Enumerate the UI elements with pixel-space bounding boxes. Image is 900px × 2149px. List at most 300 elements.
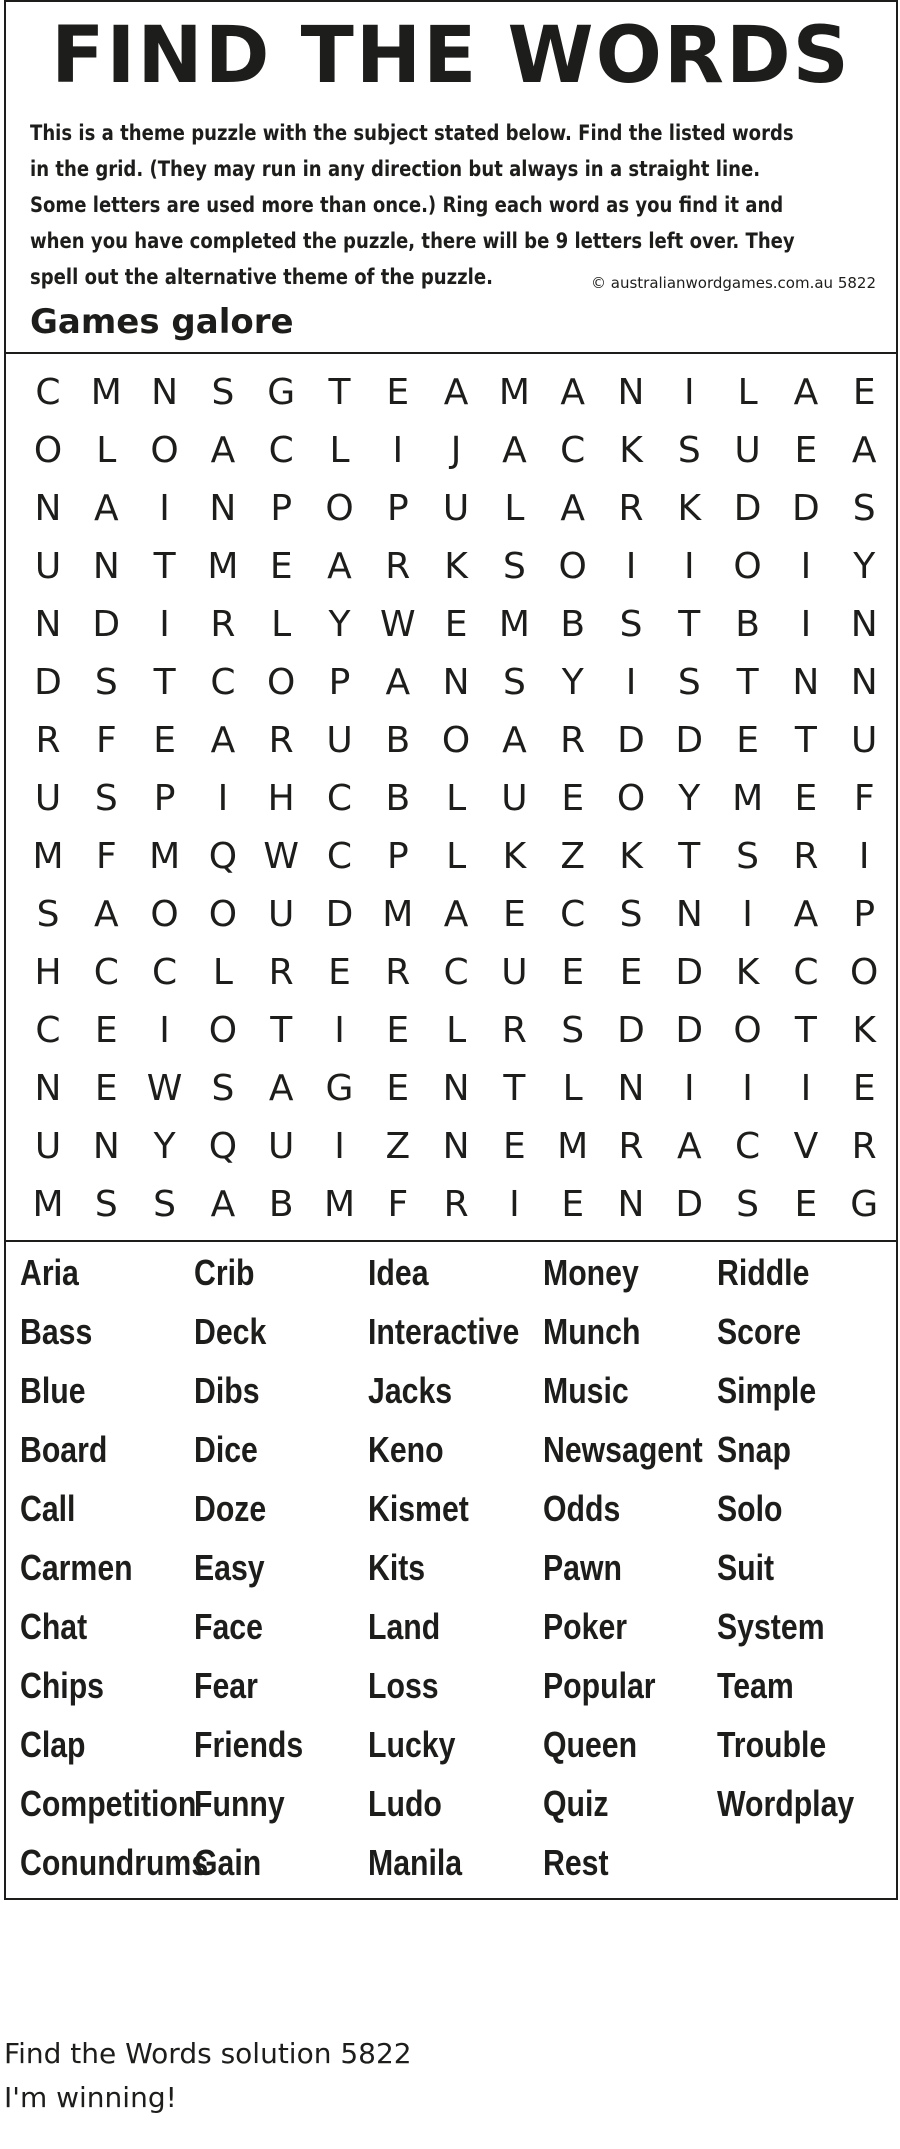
grid-letter[interactable]: M (382, 894, 414, 935)
grid-letter[interactable]: E (503, 894, 526, 935)
grid-letter[interactable]: O (208, 894, 238, 935)
grid-letter[interactable]: I (742, 1068, 753, 1109)
solution-answer: I'm winning! (4, 2081, 177, 2114)
grid-letter[interactable]: M (498, 604, 530, 645)
grid-letter[interactable]: B (268, 1184, 294, 1225)
grid-letter[interactable]: C (35, 372, 61, 413)
grid-letter[interactable]: E (503, 1126, 526, 1167)
grid-letter[interactable]: N (792, 662, 820, 703)
grid-letter[interactable]: U (268, 1126, 295, 1167)
grid-letter[interactable]: M (557, 1126, 589, 1167)
grid-letter[interactable]: A (793, 894, 819, 935)
grid-letter[interactable]: Y (678, 778, 701, 819)
word-list-item: Friends (194, 1724, 304, 1765)
grid-letter[interactable]: E (386, 372, 410, 413)
word-list-item: Snap (717, 1429, 791, 1470)
grid-row (28, 1002, 880, 1060)
grid-letter[interactable]: U (851, 720, 878, 761)
grid-letter[interactable]: O (33, 430, 63, 471)
grid-letter[interactable]: K (502, 836, 527, 877)
grid-letter[interactable]: G (267, 372, 296, 413)
grid-letter[interactable]: S (677, 662, 701, 703)
word-list-item: Ludo (368, 1783, 442, 1824)
word-list-item: Munch (543, 1311, 641, 1352)
grid-letter[interactable]: I (683, 546, 695, 587)
word-list-item: Call (20, 1488, 76, 1529)
grid-letter[interactable]: C (793, 952, 819, 993)
grid-letter[interactable]: N (442, 662, 470, 703)
grid-letter[interactable]: S (561, 1010, 585, 1051)
word-list-item: Wordplay (717, 1783, 855, 1824)
grid-letter[interactable]: D (617, 1010, 645, 1051)
grid-letter[interactable]: L (562, 1068, 583, 1109)
grid-letter[interactable]: M (149, 836, 181, 877)
word-list-item: Quiz (543, 1783, 609, 1824)
grid-letter[interactable]: L (446, 836, 467, 877)
solution-label: Find the Words solution 5822 (4, 2037, 412, 2070)
grid-letter[interactable]: E (153, 720, 176, 761)
grid-letter[interactable]: B (385, 778, 411, 819)
grid-letter[interactable]: Z (560, 836, 586, 877)
grid-letter[interactable]: N (34, 1068, 62, 1109)
grid-letter[interactable]: L (212, 952, 233, 993)
grid-letter[interactable]: I (509, 1184, 520, 1225)
grid-letter[interactable]: G (850, 1184, 879, 1225)
grid-letter[interactable]: C (152, 952, 178, 993)
grid-letter[interactable]: T (153, 662, 176, 703)
grid-letter[interactable]: G (325, 1068, 354, 1109)
grid-row (28, 1060, 880, 1118)
grid-letter[interactable]: D (34, 662, 62, 703)
grid-letter[interactable]: A (268, 1068, 294, 1109)
grid-letter[interactable]: I (800, 1068, 812, 1109)
grid-letter[interactable]: P (153, 778, 176, 819)
grid-letter[interactable]: E (94, 1068, 118, 1109)
word-list-item: Kismet (368, 1488, 469, 1529)
puzzle-header (6, 2, 896, 354)
grid-row (28, 364, 880, 422)
grid-letter[interactable]: L (329, 430, 350, 471)
letter-grid[interactable] (28, 364, 880, 1234)
word-list-item: Clap (20, 1724, 86, 1765)
grid-letter[interactable]: N (92, 546, 120, 587)
grid-letter[interactable]: W (263, 836, 299, 877)
grid-letter[interactable]: E (852, 372, 876, 413)
grid-letter[interactable]: T (270, 1010, 293, 1051)
grid-letter[interactable]: M (207, 546, 239, 587)
grid-letter[interactable]: O (150, 894, 179, 935)
grid-letter[interactable]: C (560, 430, 586, 471)
grid-letter[interactable]: S (36, 894, 60, 935)
word-list-item: Rest (543, 1842, 609, 1883)
grid-letter[interactable]: F (95, 836, 117, 877)
word-list-item: Music (543, 1370, 629, 1411)
grid-letter[interactable]: E (94, 1010, 118, 1051)
word-list-item: Land (368, 1606, 441, 1647)
grid-letter[interactable]: P (386, 488, 409, 529)
grid-letter[interactable]: S (502, 662, 526, 703)
grid-letter[interactable]: N (151, 372, 179, 413)
grid-letter[interactable]: C (443, 952, 469, 993)
word-list-item: Doze (194, 1488, 267, 1529)
word-list-item: Crib (194, 1252, 255, 1293)
grid-letter[interactable]: I (858, 836, 870, 877)
word-list-item: Funny (194, 1783, 285, 1824)
puzzle-card (4, 0, 898, 1900)
grid-letter[interactable]: T (503, 1068, 526, 1109)
grid-letter[interactable]: T (678, 604, 701, 645)
grid-letter[interactable]: I (625, 546, 637, 587)
grid-letter[interactable]: D (92, 604, 121, 645)
grid-letter[interactable]: K (852, 1010, 876, 1051)
grid-letter[interactable]: B (735, 604, 760, 645)
grid-letter[interactable]: J (450, 430, 462, 471)
grid-letter[interactable]: I (159, 488, 170, 529)
grid-letter[interactable]: A (93, 488, 119, 529)
copyright-notice: © australianwordgames.com.au 5822 (590, 274, 876, 292)
grid-letter[interactable]: E (561, 1184, 585, 1225)
grid-letter[interactable]: S (736, 1184, 760, 1225)
grid-letter[interactable]: W (146, 1068, 183, 1109)
grid-letter[interactable]: D (325, 894, 354, 935)
word-list-item: Deck (194, 1311, 267, 1352)
grid-letter[interactable]: P (386, 836, 409, 877)
grid-letter[interactable]: I (334, 1010, 345, 1051)
word-list-item: Conundrums (20, 1842, 209, 1883)
grid-letter[interactable]: E (852, 1068, 876, 1109)
grid-letter[interactable]: C (35, 1010, 61, 1051)
word-list (6, 1250, 896, 1900)
word-list-item: Dice (194, 1429, 258, 1470)
grid-letter[interactable]: D (733, 488, 762, 529)
grid-letter[interactable]: L (504, 488, 525, 529)
grid-letter[interactable]: T (153, 546, 176, 587)
grid-letter[interactable]: O (850, 952, 879, 993)
word-list-item: System (717, 1606, 825, 1647)
grid-letter[interactable]: M (498, 372, 530, 413)
grid-letter[interactable]: D (617, 720, 645, 761)
grid-row (28, 480, 880, 538)
grid-letter[interactable]: T (794, 720, 817, 761)
grid-letter[interactable]: N (617, 372, 645, 413)
grid-letter[interactable]: F (853, 778, 875, 819)
grid-letter[interactable]: P (853, 894, 876, 935)
grid-letter[interactable]: S (677, 430, 701, 471)
grid-letter[interactable]: A (210, 430, 236, 471)
grid-letter[interactable]: A (560, 372, 585, 413)
grid-letter[interactable]: M (90, 372, 122, 413)
grid-letter[interactable]: D (675, 720, 704, 761)
grid-letter[interactable]: A (443, 894, 469, 935)
grid-letter[interactable]: M (32, 1184, 64, 1225)
grid-letter[interactable]: L (446, 1010, 467, 1051)
grid-letter[interactable]: S (852, 488, 876, 529)
grid-letter[interactable]: R (385, 952, 411, 993)
grid-letter[interactable]: C (326, 778, 353, 819)
grid-letter[interactable]: C (93, 952, 119, 993)
grid-letter[interactable]: K (735, 952, 760, 993)
grid-letter[interactable]: E (269, 546, 293, 587)
grid-letter[interactable]: O (325, 488, 354, 529)
word-list-item: Poker (543, 1606, 628, 1647)
word-list-item: Suit (717, 1547, 775, 1588)
grid-letter[interactable]: O (558, 546, 587, 587)
grid-letter[interactable]: M (32, 836, 64, 877)
grid-letter[interactable]: N (850, 662, 878, 703)
grid-letter[interactable]: D (675, 1184, 704, 1225)
grid-letter[interactable]: I (392, 430, 404, 471)
grid-letter[interactable]: S (619, 604, 643, 645)
word-list-item: Solo (717, 1488, 783, 1529)
grid-letter[interactable]: T (736, 662, 759, 703)
word-list-item: Pawn (543, 1547, 622, 1588)
grid-letter[interactable]: Q (208, 836, 238, 877)
grid-letter[interactable]: K (677, 488, 702, 529)
grid-letter[interactable]: K (444, 546, 468, 587)
grid-letter[interactable]: U (326, 720, 353, 761)
grid-letter[interactable]: R (851, 1126, 877, 1167)
word-list-item: Carmen (20, 1547, 133, 1588)
grid-letter[interactable]: E (619, 952, 643, 993)
grid-letter[interactable]: E (794, 430, 818, 471)
grid-letter[interactable]: R (385, 546, 411, 587)
grid-letter[interactable]: R (501, 1010, 527, 1051)
grid-letter[interactable]: N (92, 1126, 120, 1167)
grid-letter[interactable]: E (736, 720, 759, 761)
word-list-item: Riddle (717, 1252, 810, 1293)
grid-row (28, 770, 880, 828)
grid-letter[interactable]: N (209, 488, 237, 529)
grid-letter[interactable]: F (95, 720, 117, 761)
grid-letter[interactable]: S (502, 546, 526, 587)
grid-letter[interactable]: O (733, 546, 762, 587)
grid-letter[interactable]: S (211, 372, 235, 413)
grid-letter[interactable]: O (267, 662, 296, 703)
grid-letter[interactable]: D (675, 952, 704, 993)
grid-letter[interactable]: R (443, 1184, 469, 1225)
grid-letter[interactable]: L (271, 604, 292, 645)
grid-letter[interactable]: S (619, 894, 643, 935)
grid-letter[interactable]: E (561, 778, 585, 819)
instructions-line: This is a theme puzzle with the subject stated below. Find the listed words (30, 121, 794, 145)
grid-letter[interactable]: D (675, 1010, 704, 1051)
grid-letter[interactable]: A (793, 372, 819, 413)
instructions-line: Some letters are used more than once.) Ring each word as you find it and (30, 193, 784, 217)
grid-letter[interactable]: Y (561, 662, 584, 703)
grid-letter[interactable]: R (268, 952, 294, 993)
word-list-item: Simple (717, 1370, 817, 1411)
grid-letter[interactable]: I (625, 662, 637, 703)
grid-row (28, 654, 880, 712)
word-list-item: Lucky (368, 1724, 456, 1765)
grid-letter[interactable]: M (732, 778, 764, 819)
word-list-item: Fear (194, 1665, 258, 1706)
word-list-item: Competition (20, 1783, 197, 1824)
grid-letter[interactable]: N (34, 604, 62, 645)
grid-letter[interactable]: C (735, 1126, 761, 1167)
grid-letter[interactable]: I (800, 546, 812, 587)
grid-letter[interactable]: A (327, 546, 352, 587)
grid-row (28, 1118, 880, 1176)
word-list-item: Aria (20, 1252, 79, 1293)
grid-letter[interactable]: E (328, 952, 351, 993)
grid-letter[interactable]: P (270, 488, 293, 529)
grid-letter[interactable]: Q (208, 1126, 238, 1167)
grid-letter[interactable]: A (676, 1126, 702, 1167)
grid-letter[interactable]: M (323, 1184, 356, 1225)
grid-letter[interactable]: N (675, 894, 703, 935)
grid-letter[interactable]: R (210, 604, 236, 645)
grid-letter[interactable]: O (441, 720, 471, 761)
grid-letter[interactable]: V (793, 1126, 819, 1167)
grid-letter[interactable]: U (501, 952, 528, 993)
grid-letter[interactable]: B (560, 604, 586, 645)
grid-letter[interactable]: Y (153, 1126, 176, 1167)
grid-letter[interactable]: K (619, 836, 643, 877)
grid-letter[interactable]: U (34, 546, 62, 587)
grid-letter[interactable]: A (502, 720, 527, 761)
instructions-line: spell out the alternative theme of the puzzle. (30, 265, 493, 289)
grid-letter[interactable]: S (94, 1184, 118, 1225)
grid-letter[interactable]: A (93, 894, 119, 935)
word-list-item: Chips (20, 1665, 105, 1706)
word-list-item: Easy (194, 1547, 265, 1588)
grid-letter[interactable]: A (385, 662, 411, 703)
grid-letter[interactable]: I (800, 604, 812, 645)
word-list-item: Idea (368, 1252, 429, 1293)
word-list-item: Loss (368, 1665, 439, 1706)
grid-letter[interactable]: N (617, 1184, 645, 1225)
section-divider (6, 1240, 896, 1242)
grid-letter[interactable]: C (210, 662, 236, 703)
grid-letter[interactable]: I (742, 894, 753, 935)
grid-letter[interactable]: N (34, 488, 62, 529)
grid-letter[interactable]: T (794, 1010, 817, 1051)
grid-letter[interactable]: I (334, 1126, 345, 1167)
grid-letter[interactable]: U (268, 894, 295, 935)
word-list-item: Manila (368, 1842, 463, 1883)
grid-letter[interactable]: E (444, 604, 468, 645)
grid-letter[interactable]: A (210, 1184, 236, 1225)
grid-letter[interactable]: S (211, 1068, 235, 1109)
word-list-item: Money (543, 1252, 639, 1293)
grid-letter[interactable]: A (443, 372, 469, 413)
grid-letter[interactable]: U (34, 1126, 62, 1167)
grid-letter[interactable]: U (501, 778, 528, 819)
grid-letter[interactable]: I (217, 778, 229, 819)
grid-letter[interactable]: S (94, 662, 118, 703)
grid-letter[interactable]: S (94, 778, 118, 819)
grid-letter[interactable]: T (678, 836, 701, 877)
grid-letter[interactable]: H (34, 952, 62, 993)
word-list-item: Gain (194, 1842, 262, 1883)
grid-letter[interactable]: R (35, 720, 61, 761)
grid-letter[interactable]: F (387, 1184, 409, 1225)
grid-letter[interactable]: I (159, 1010, 170, 1051)
grid-letter[interactable]: E (386, 1068, 410, 1109)
grid-letter[interactable]: I (683, 372, 695, 413)
grid-letter[interactable]: R (793, 836, 819, 877)
grid-letter[interactable]: A (502, 430, 527, 471)
grid-letter[interactable]: L (737, 372, 758, 413)
grid-letter[interactable]: P (328, 662, 351, 703)
grid-letter[interactable]: H (267, 778, 295, 819)
word-list-item: Dibs (194, 1370, 260, 1411)
word-list-item: Score (717, 1311, 802, 1352)
grid-letter[interactable]: L (446, 778, 467, 819)
puzzle-title: FIND THE WORDS (51, 11, 851, 101)
grid-letter[interactable]: U (442, 488, 470, 529)
word-list-item: Team (717, 1665, 794, 1706)
word-list-item: Keno (368, 1429, 444, 1470)
grid-letter[interactable]: Z (385, 1126, 411, 1167)
grid-letter[interactable]: A (210, 720, 236, 761)
grid-row (28, 596, 880, 654)
grid-letter[interactable]: E (794, 778, 818, 819)
grid-letter[interactable]: N (850, 604, 878, 645)
grid-letter[interactable]: T (328, 372, 351, 413)
grid-letter[interactable]: N (442, 1068, 470, 1109)
grid-letter[interactable]: Y (328, 604, 351, 645)
grid-letter[interactable]: R (560, 720, 586, 761)
grid-letter[interactable]: S (153, 1184, 177, 1225)
grid-letter[interactable]: C (560, 894, 586, 935)
instructions-line: in the grid. (They may run in any direction but always in a straight line. (30, 157, 761, 181)
grid-letter[interactable]: O (208, 1010, 238, 1051)
grid-row (28, 944, 880, 1002)
word-list-item: Kits (368, 1547, 426, 1588)
grid-letter[interactable]: C (326, 836, 353, 877)
word-list-item: Jacks (368, 1370, 453, 1411)
grid-letter[interactable]: K (619, 430, 643, 471)
word-list-item: Odds (543, 1488, 621, 1529)
grid-letter[interactable]: U (34, 778, 62, 819)
grid-letter[interactable]: R (618, 488, 644, 529)
grid-letter[interactable]: O (616, 778, 646, 819)
grid-letter[interactable]: N (442, 1126, 470, 1167)
grid-letter[interactable]: L (96, 430, 117, 471)
grid-letter[interactable]: B (385, 720, 411, 761)
word-list-item: Chat (20, 1606, 88, 1647)
grid-letter[interactable]: Y (853, 546, 876, 587)
grid-letter[interactable]: E (561, 952, 585, 993)
grid-letter[interactable]: E (794, 1184, 818, 1225)
grid-letter[interactable]: D (792, 488, 820, 529)
word-list-item: Blue (20, 1370, 86, 1411)
grid-letter[interactable]: R (268, 720, 294, 761)
word-list-item: Trouble (717, 1724, 827, 1765)
grid-letter[interactable]: A (851, 430, 877, 471)
grid-letter[interactable]: O (733, 1010, 762, 1051)
grid-row (28, 712, 880, 770)
grid-letter[interactable]: W (379, 604, 416, 645)
grid-letter[interactable]: I (683, 1068, 695, 1109)
grid-letter[interactable]: R (618, 1126, 644, 1167)
grid-letter[interactable]: O (150, 430, 179, 471)
word-list-item: Newsagent (543, 1429, 703, 1470)
grid-letter[interactable]: I (159, 604, 170, 645)
grid-letter[interactable]: C (268, 430, 294, 471)
grid-letter[interactable]: S (736, 836, 760, 877)
grid-letter[interactable]: U (734, 430, 761, 471)
grid-letter[interactable]: A (560, 488, 585, 529)
word-list-item: Interactive (368, 1311, 520, 1352)
grid-letter[interactable]: N (617, 1068, 645, 1109)
word-list-item: Bass (20, 1311, 93, 1352)
word-list-item: Queen (543, 1724, 638, 1765)
grid-letter[interactable]: E (386, 1010, 410, 1051)
grid-row (28, 886, 880, 944)
